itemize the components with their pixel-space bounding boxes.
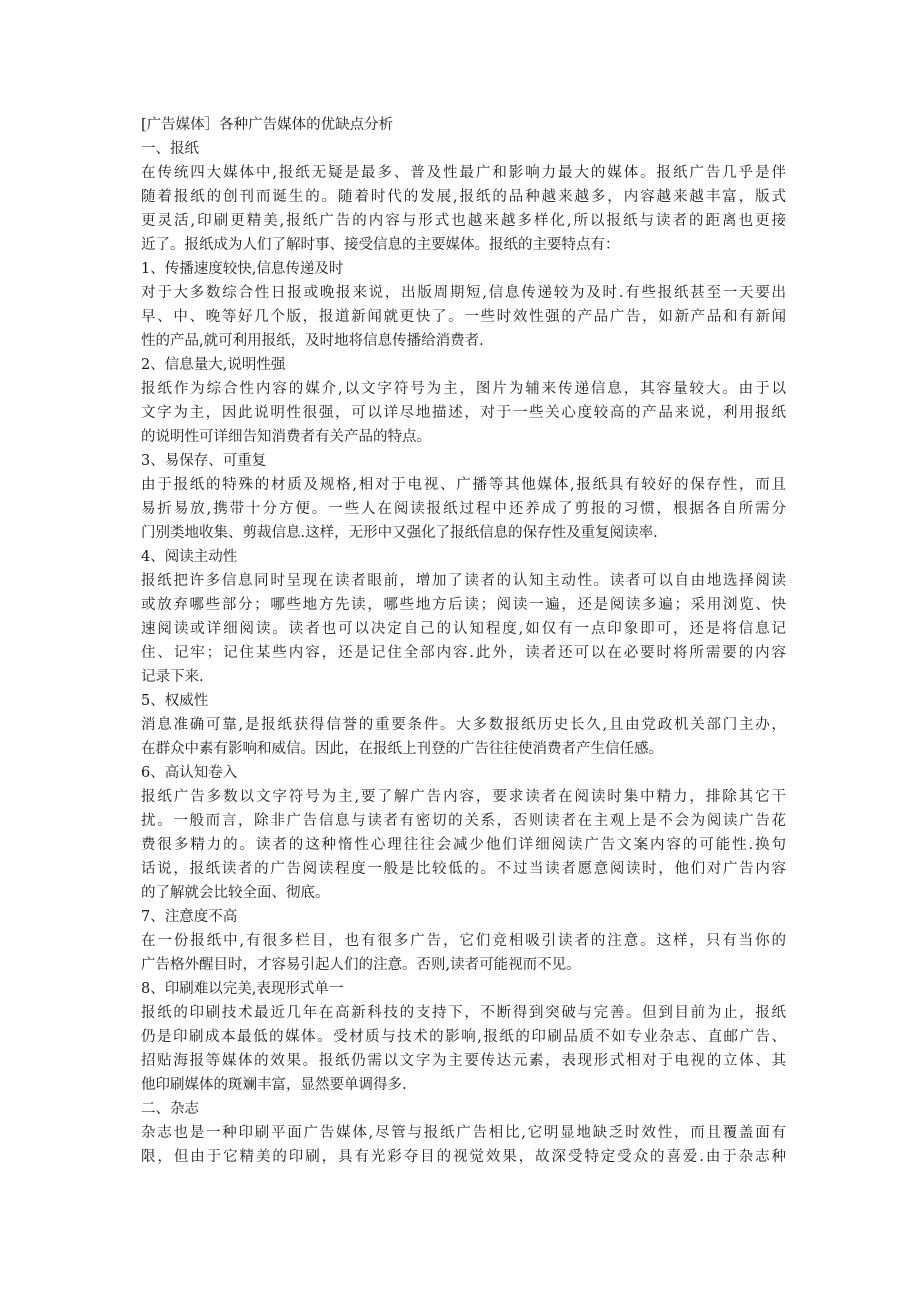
text-line: 更灵活,印刷更精美,报纸广告的内容与形式也越来越多样化,所以报纸与读者的距离也更接 bbox=[141, 213, 786, 229]
text-line: 4、阅读主动性 bbox=[141, 549, 238, 565]
text-line: 限，但由于它精美的印刷，具有光彩夺目的视觉效果，故深受特定受众的喜爱.由于杂志种 bbox=[141, 1149, 786, 1165]
text-line: 门别类地收集、剪裁信息.这样，无形中又强化了报纸信息的保存性及重复阅读率. bbox=[141, 525, 658, 541]
text-line: 由于报纸的特殊的材质及规格,相对于电视、广播等其他媒体,报纸具有较好的保存性，而且 bbox=[141, 477, 786, 493]
text-line: 费很多精力的。读者的这种惰性心理往往会减少他们详细阅读广告文案内容的可能性.换句 bbox=[141, 837, 786, 853]
text-line: 随着报纸的创刊而诞生的。随着时代的发展,报纸的品种越来越多，内容越来越丰富，版式 bbox=[141, 189, 786, 205]
text-line: 报纸把许多信息同时呈现在读者眼前，增加了读者的认知主动性。读者可以自由地选择阅读 bbox=[141, 573, 786, 589]
text-line: 的说明性可详细告知消费者有关产品的特点。 bbox=[141, 429, 431, 445]
text-line: 速阅读或详细阅读。读者也可以决定自己的认知程度,如仅有一点印象即可，还是将信息记 bbox=[141, 621, 786, 637]
text-line: 在一份报纸中,有很多栏目，也有很多广告，它们竞相吸引读者的注意。这样，只有当你的 bbox=[141, 933, 786, 949]
text-line: 近了。报纸成为人们了解时事、接受信息的主要媒体。报纸的主要特点有： bbox=[141, 237, 620, 253]
text-line: 或放弃哪些部分；哪些地方先读，哪些地方后读；阅读一遍，还是阅读多遍；采用浏览、快 bbox=[141, 597, 786, 613]
text-line: 住、记牢；记住某些内容，还是记住全部内容.此外，读者还可以在必要时将所需要的内容 bbox=[141, 645, 786, 661]
text-line: 的了解就会比较全面、彻底。 bbox=[141, 885, 330, 901]
text-line: 文字为主，因此说明性很强，可以详尽地描述，对于一些关心度较高的产品来说，利用报纸 bbox=[141, 405, 786, 421]
text-line: 7、注意度不高 bbox=[141, 909, 238, 925]
text-line: 报纸广告多数以文字符号为主,要了解广告内容，要求读者在阅读时集中精力，排除其它干 bbox=[141, 789, 786, 805]
text-line: 5、权威性 bbox=[141, 693, 209, 709]
text-line: 8、印刷难以完美,表现形式单一 bbox=[141, 981, 344, 997]
text-line: 在传统四大媒体中,报纸无疑是最多、普及性最广和影响力最大的媒体。报纸广告几乎是伴 bbox=[141, 165, 786, 181]
text-line: 报纸作为综合性内容的媒介,以文字符号为主，图片为辅来传递信息，其容量较大。由于以 bbox=[141, 381, 786, 397]
text-line: 一、报纸 bbox=[141, 141, 199, 157]
text-line: 1、传播速度较快,信息传递及时 bbox=[141, 261, 344, 277]
text-line: 话说，报纸读者的广告阅读程度一般是比较低的。不过当读者愿意阅读时，他们对广告内容 bbox=[141, 861, 786, 877]
document-body bbox=[141, 113, 786, 1169]
text-line: 性的产品,就可利用报纸，及时地将信息传播给消费者. bbox=[141, 333, 484, 349]
text-line: 对于大多数综合性日报或晚报来说，出版周期短,信息传递较为及时.有些报纸甚至一天要出 bbox=[141, 285, 786, 301]
text-line: 易折易放,携带十分方便。一些人在阅读报纸过程中还养成了剪报的习惯，根据各自所需分 bbox=[141, 501, 786, 517]
document-title: [广告媒体］各种广告媒体的优缺点分析 bbox=[141, 117, 394, 133]
text-line: 二、杂志 bbox=[141, 1101, 199, 1117]
text-line: 杂志也是一种印刷平面广告媒体,尽管与报纸广告相比,它明显地缺乏时效性，而且覆盖面有 bbox=[141, 1125, 786, 1141]
text-line: 招贴海报等媒体的效果。报纸仍需以文字为主要传达元素，表现形式相对于电视的立体、其 bbox=[141, 1053, 786, 1069]
text-line: 仍是印刷成本最低的媒体。受材质与技术的影响,报纸的印刷品质不如专业杂志、直邮广告、 bbox=[141, 1029, 786, 1045]
text-line: 他印刷媒体的斑斓丰富，显然要单调得多. bbox=[141, 1077, 407, 1093]
text-line: 报纸的印刷技术最近几年在高新科技的支持下，不断得到突破与完善。但到目前为止，报纸 bbox=[141, 1005, 786, 1021]
text-line: 早、中、晚等好几个版，报道新闻就更快了。一些时效性强的产品广告，如新产品和有新闻 bbox=[141, 309, 786, 325]
text-line: 3、易保存、可重复 bbox=[141, 453, 267, 469]
text-line: 广告格外醒目时，才容易引起人们的注意。否则,读者可能视而不见。 bbox=[141, 957, 581, 973]
text-line: 消息准确可靠,是报纸获得信誉的重要条件。大多数报纸历史长久,且由党政机关部门主办， bbox=[141, 717, 786, 733]
text-line: 6、高认知卷入 bbox=[141, 765, 238, 781]
text-line: 2、信息量大,说明性强 bbox=[141, 357, 286, 373]
text-line: 在群众中素有影响和威信。因此，在报纸上刊登的广告往往使消费者产生信任感。 bbox=[141, 741, 663, 757]
document-text bbox=[141, 137, 786, 1169]
text-line: 扰。一般而言，除非广告信息与读者有密切的关系，否则读者在主观上是不会为阅读广告花 bbox=[141, 813, 786, 829]
text-line: 记录下来. bbox=[141, 669, 204, 685]
